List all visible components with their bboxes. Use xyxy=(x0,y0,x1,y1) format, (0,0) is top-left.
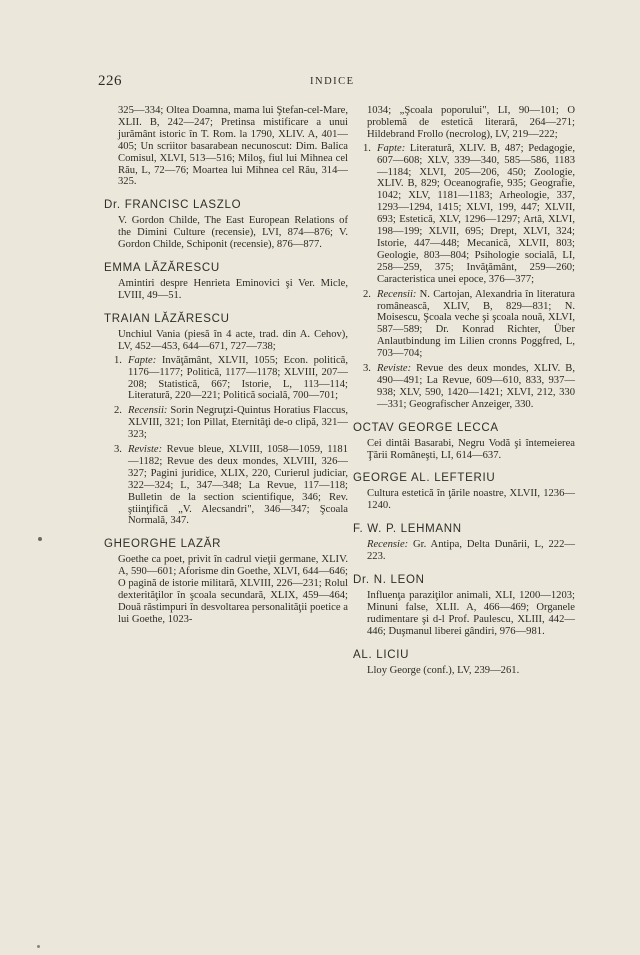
author-works: Influenţa paraziţilor animali, XLI, 1200—1203; Minuni false, XLII. A, 466—469; Organele rudimentare şi d-l Prof. Paulescu, XLIII, 442—446; Duşmanul liberei gândiri, 976—981. xyxy=(367,590,575,637)
author-entry-traian-lazarescu xyxy=(104,313,348,528)
author-name: Dr. N. LEON xyxy=(353,574,425,587)
sub-entry-number: 1. xyxy=(363,142,371,154)
author-name: F. W. P. LEHMANN xyxy=(353,523,462,536)
sub-entry xyxy=(114,405,348,441)
sub-entry-text: N. Cartojan, Alexandria în literatura românească, XLIV, B, 829—831; N. Moisescu, Şcoala veche şi şcoala nouă, XLVI, 587—589; Dr. Konrad Richter, Über Anlautbindung im Lilien cronns Poggfred, L, 703—704; xyxy=(377,288,575,360)
paper-speck xyxy=(37,945,40,948)
sub-entry xyxy=(363,363,575,411)
ink-dot xyxy=(38,537,42,541)
sub-entry xyxy=(363,142,575,286)
sub-entry-text: Sorin Negruţzi-Quintus Horatius Flaccus, XLVIII, 321; Ion Pillat, Eternităţi de-o clipă, 321—323; xyxy=(128,405,348,441)
author-works: Lloy George (conf.), LV, 239—261. xyxy=(367,664,520,676)
right-column xyxy=(353,105,575,679)
sub-entry-label: Recensii: xyxy=(377,288,417,300)
sub-entry-text: Invăţământ, XLVII, 1055; Econ. politică, 1176—1177; Politică, 1177—1178; XLVIII, 207—208; Statistică, 667; Istorie, L, 113—114; Literatură, 220—221; Politică socială, 700—701; xyxy=(128,354,348,402)
entry-label: Recensie: xyxy=(367,539,409,551)
sub-entry-label: Reviste: xyxy=(377,363,412,375)
sub-entry-text: Revue des deux mondes, XLIV. B, 490—491; La Revue, 609—610, 833, 937—938; XLV, 590, 1420—1421; XLVI, 212, 330—331; Geografischer Anzeiger, 330. xyxy=(377,363,575,410)
author-works xyxy=(367,539,575,563)
author-name: TRAIAN LĂZĂRESCU xyxy=(104,312,230,325)
sub-entry xyxy=(363,288,575,360)
sub-entry xyxy=(114,354,348,403)
author-name: AL. LICIU xyxy=(353,648,410,661)
sub-entry xyxy=(114,444,348,527)
sub-entry-text: Revue bleue, XLVIII, 1058—1059, 1181—1182; Revue des deux mondes, XLVIII, 326—327; Pagini juridice, XLIX, 220, Curierul judiciar, 322—324; L, 347—348; La Revue, 117—118; Bulletin de la section scientifique, 346; Rev. ştiinţifică „V. Alecsandri", 346—347; Şcoala Normală, 347. xyxy=(128,444,348,527)
author-entry-lefteriu xyxy=(353,472,575,512)
author-works: Amintiri despre Henrieta Eminovici şi Ver. Micle, LVIII, 49—51. xyxy=(118,278,348,301)
author-entry-emma-lazarescu xyxy=(104,262,348,302)
sub-entry-label: Fapte: xyxy=(377,142,406,154)
page-header xyxy=(98,73,568,93)
author-entry-lehmann xyxy=(353,523,575,563)
sub-entry-text: Literatură, XLIV. B, 487; Pedagogie, 607—608; XLV, 339—340, 585—586, 1183—1184; XLVI, 205—206, 450; Zoologie, XLIV. B, 829; Oceanografie, 935; Geografie, 1042; XLV, 1181—1183; Arheologie, 337, 1293—1294, 1415; XLVI, 199, 447; XLVII, 693; Estetică, XLV, 1296—1297; Artă, XLVI, 198—199; XLVII, 695; Drept, XLVI, 324; Istorie, 447—448; Mecanică, XLVII, 803; Geologie, 803—804; Psihologie socială, LI, 258—259, 375; Invăţământ, 259—260; Caracteristica unei epoce, 376—377; xyxy=(377,142,575,285)
sub-entry-number: 1. xyxy=(114,354,122,366)
author-works: Cei dintâi Basarabi, Negru Vodă şi întemeierea Ţării Româneşti, LI, 614—637. xyxy=(367,437,575,461)
sub-entry-number: 2. xyxy=(114,405,122,417)
page-number: 226 xyxy=(98,73,122,89)
author-name: Dr. FRANCISC LASZLO xyxy=(104,199,242,212)
sub-entry-label: Fapte: xyxy=(128,354,157,366)
author-works: Goethe ca poet, privit în cadrul vieţii germane, XLIV. A, 590—601; Aforisme din Goethe, XLVI, 644—646; O pagină de istorie militară, XLVIII, 226—231; Rolul dexterităţilor în şcoala secundară, XLIX, 459—464; Două răstimpuri în desvoltarea personalităţii poetice a lui Goethe, 1023- xyxy=(118,554,349,625)
running-title: INDICE xyxy=(310,76,355,87)
author-entry-lecca xyxy=(353,422,575,462)
author-entry-leon xyxy=(353,574,575,638)
author-name: GEORGE AL. LEFTERIU xyxy=(353,472,496,485)
entry-text: Gr. Antipa, Delta Dunării, L, 222—223. xyxy=(367,539,575,563)
sub-entry-number: 3. xyxy=(114,444,122,456)
author-works: V. Gordon Childe, The East European Relations of the Dimini Culture (recensie), LVI, 874—876; V. Gordon Childe, Schiponit (recensie), 876—877. xyxy=(118,215,348,251)
continued-entry-text: 325—334; Oltea Doamna, mama lui Ştefan-cel-Mare, XLII. B, 242—247; Pretinsa mistificare a unui jurământ istoric în T. Rom. la 1790, XLIV. A, 401—405; Un scriitor basarabean necunoscut: Dim. Balica Comisul, XLVI, 513—516; Miloş, fiul lui Mihnea cel Rău, L, 72—76; Moartea lui Mihnea cel Rău, 314—325. xyxy=(118,105,348,188)
author-name: EMMA LĂZĂRESCU xyxy=(104,262,220,275)
author-name: GHEORGHE LAZĂR xyxy=(104,538,222,551)
sub-entry-number: 2. xyxy=(363,288,371,300)
author-name: OCTAV GEORGE LECCA xyxy=(353,421,499,434)
sub-entry-label: Recensii: xyxy=(128,405,168,417)
author-entry-lazar xyxy=(104,538,348,625)
author-entry-liciu xyxy=(353,649,575,677)
continued-entry-text: 1034; „Şcoala poporului", LI, 90—101; O problemă de estetică literară, 264—271; Hildebrand Frollo (necrolog), LV, 219—222; xyxy=(367,105,575,140)
sub-entry-label: Reviste: xyxy=(128,444,163,456)
author-works: Cultura estetică în ţările noastre, XLVII, 1236—1240. xyxy=(367,488,575,512)
author-works: Unchiul Vania (piesă în 4 acte, trad. din A. Cehov), LV, 452—453, 644—671, 727—738; xyxy=(118,328,348,352)
author-entry-laszlo xyxy=(104,199,348,251)
left-column xyxy=(104,105,348,628)
sub-entry-number: 3. xyxy=(363,363,371,375)
